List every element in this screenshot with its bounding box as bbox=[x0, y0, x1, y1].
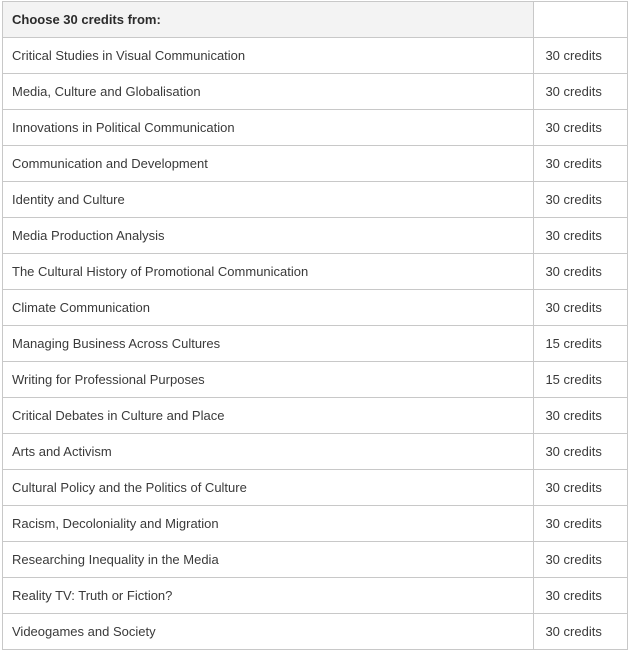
module-name: Communication and Development bbox=[3, 146, 534, 182]
table-row bbox=[3, 74, 628, 110]
table-row bbox=[3, 398, 628, 434]
module-credits: 15 credits bbox=[534, 362, 628, 398]
table-row bbox=[3, 254, 628, 290]
module-name: Videogames and Society bbox=[3, 614, 534, 650]
table-row bbox=[3, 614, 628, 650]
module-credits: 30 credits bbox=[534, 146, 628, 182]
module-name: Arts and Activism bbox=[3, 434, 534, 470]
table-header-row bbox=[3, 2, 628, 38]
module-name: Racism, Decoloniality and Migration bbox=[3, 506, 534, 542]
module-name: Innovations in Political Communication bbox=[3, 110, 534, 146]
module-credits: 30 credits bbox=[534, 578, 628, 614]
table-row bbox=[3, 578, 628, 614]
table-row bbox=[3, 470, 628, 506]
module-name: Climate Communication bbox=[3, 290, 534, 326]
table-row bbox=[3, 506, 628, 542]
module-credits: 30 credits bbox=[534, 434, 628, 470]
module-credits: 30 credits bbox=[534, 542, 628, 578]
module-name: Writing for Professional Purposes bbox=[3, 362, 534, 398]
module-credits: 30 credits bbox=[534, 74, 628, 110]
module-name: Cultural Policy and the Politics of Culture bbox=[3, 470, 534, 506]
module-credits: 30 credits bbox=[534, 254, 628, 290]
module-credits: 30 credits bbox=[534, 110, 628, 146]
module-name: The Cultural History of Promotional Communication bbox=[3, 254, 534, 290]
table-header-title: Choose 30 credits from: bbox=[3, 2, 534, 38]
module-credits: 30 credits bbox=[534, 398, 628, 434]
table-row bbox=[3, 362, 628, 398]
module-name: Media Production Analysis bbox=[3, 218, 534, 254]
module-credits: 30 credits bbox=[534, 506, 628, 542]
module-name: Researching Inequality in the Media bbox=[3, 542, 534, 578]
module-credits: 30 credits bbox=[534, 182, 628, 218]
table-row bbox=[3, 38, 628, 74]
module-name: Media, Culture and Globalisation bbox=[3, 74, 534, 110]
table-row bbox=[3, 434, 628, 470]
table-row bbox=[3, 110, 628, 146]
module-name: Critical Studies in Visual Communication bbox=[3, 38, 534, 74]
module-credits: 30 credits bbox=[534, 614, 628, 650]
table-row bbox=[3, 290, 628, 326]
module-name: Managing Business Across Cultures bbox=[3, 326, 534, 362]
table-row bbox=[3, 542, 628, 578]
module-rows bbox=[3, 38, 628, 650]
table-row bbox=[3, 146, 628, 182]
module-credits: 30 credits bbox=[534, 290, 628, 326]
module-options-table bbox=[2, 1, 628, 650]
module-credits: 30 credits bbox=[534, 470, 628, 506]
table-row bbox=[3, 218, 628, 254]
module-credits: 30 credits bbox=[534, 38, 628, 74]
table-header-credits bbox=[534, 2, 628, 38]
table-row bbox=[3, 182, 628, 218]
module-name: Identity and Culture bbox=[3, 182, 534, 218]
module-name: Critical Debates in Culture and Place bbox=[3, 398, 534, 434]
module-credits: 30 credits bbox=[534, 218, 628, 254]
module-name: Reality TV: Truth or Fiction? bbox=[3, 578, 534, 614]
module-credits: 15 credits bbox=[534, 326, 628, 362]
table-row bbox=[3, 326, 628, 362]
